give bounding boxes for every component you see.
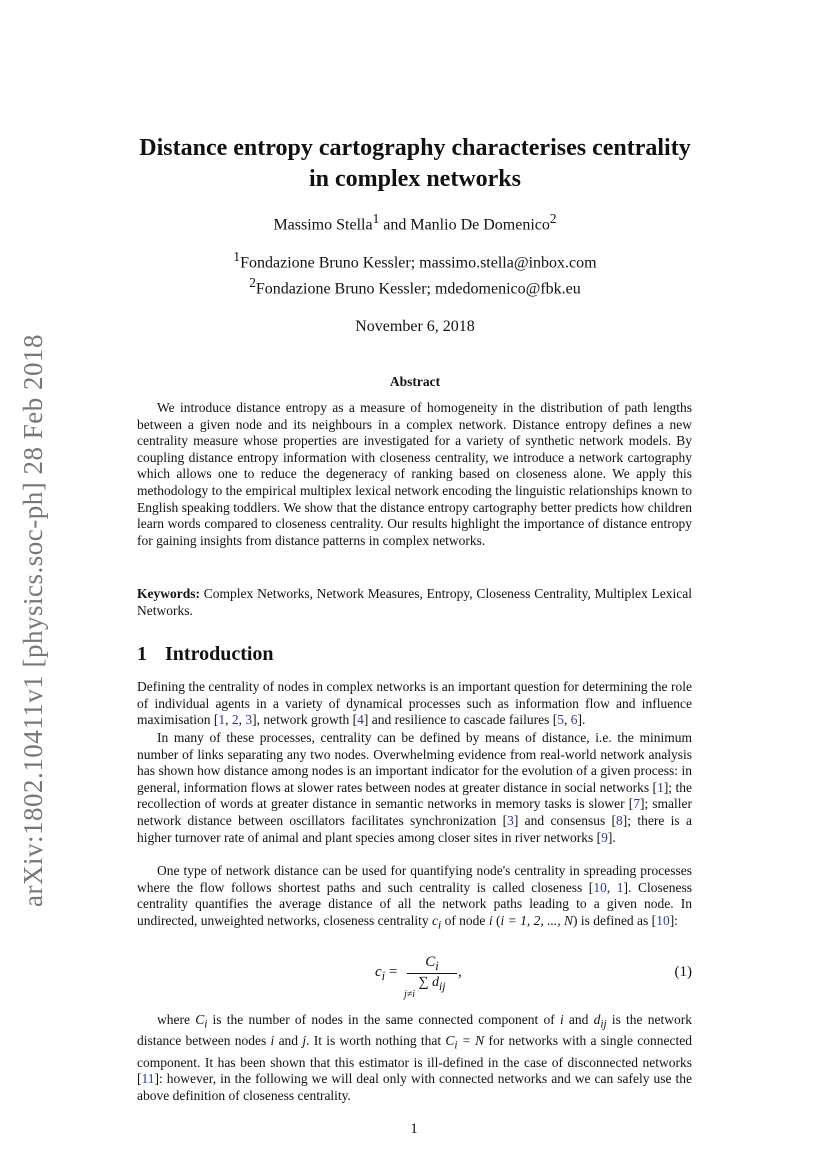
authors: Massimo Stella$^1$ and Manlio De Domenico$^2$ (273, 211, 557, 234)
citation-link[interactable]: 2 (231, 712, 239, 728)
sum-index: j≠i (404, 989, 416, 1000)
affiliation-2: $^2$Fondazione Bruno Kessler; mdedomenico@fbk.eu (249, 275, 581, 298)
citation-link[interactable]: 9 (601, 829, 608, 845)
paper-title (100, 133, 730, 195)
paragraph-1: Defining the centrality of nodes in complex networks is an important question for determining the role of individual agents in a variety of dynamical processes such as information flow and influence maximisation [1, 2, 3], network growth [4] and resilience to cascade failures [5, 6]. (137, 679, 692, 728)
author-1-sup: 1 (372, 211, 380, 226)
keywords-label: Keywords: (137, 586, 200, 601)
citation-link[interactable]: 1 (218, 712, 226, 728)
author-2: Manlio De Domenico (410, 216, 550, 234)
affiliations (100, 247, 730, 300)
arxiv-sidebar (8, 330, 58, 910)
title-line-1: Distance entropy cartography characterises centrality (139, 135, 691, 161)
keywords (137, 586, 692, 619)
citation-link[interactable]: 10 (656, 912, 670, 928)
affiliation-1: $^1$Fondazione Bruno Kessler; massimo.stella@inbox.com (233, 249, 597, 272)
author-1: Massimo Stella (273, 216, 373, 234)
page-number: 1 (410, 1121, 418, 1137)
citation-link[interactable]: 1 (616, 879, 624, 895)
citation-link[interactable]: 6 (570, 712, 578, 728)
citation-link[interactable]: 7 (633, 796, 640, 812)
paper-date: November 6, 2018 (355, 318, 475, 335)
equation-number: (1) (674, 964, 692, 980)
abstract-heading: Abstract (389, 374, 441, 389)
abstract-text: We introduce distance entropy as a measure of homogeneity in the distribution of path lengths between a given node and its neighbours in a complex network. Distance entropy defines a new centrality measure whose properties are investigated for a variety of synthetic network models. By coupling distance entropy information with closeness centrality, we introduce a network cartography which allows one to reduce the degeneracy of ranking based on closeness alone. We apply this methodology to the empirical multiplex lexical network encoding the linguistic relationships known to English speaking toddlers. We show that the distance entropy cartography better predicts how children learn words compared to closeness centrality. Our results highlight the importance of distance entropy for gaining insights from distance patterns in complex networks. (137, 400, 692, 548)
paragraph-2: In many of these processes, centrality can be defined by means of distance, i.e. the minimum number of links separating any two nodes. Overwhelming evidence from real-world network analysis has shown how distance among nodes is an important indicator for the evolution of a given process: in general, information flows at slower rates between nodes at greater distance in social networks [1]; the recollection of words at greater distance in semantic networks in memory tasks is slower [7]; smaller network distance between oscillators facilitates synchronization [3] and consensus [8]; there is a higher turnover rate of animal and plant species among closer sites in river networks [9]. (137, 730, 692, 845)
section-heading (137, 643, 274, 666)
paragraph-3: One type of network distance can be used for quantifying node's centrality in spreading processes where the flow follows shortest paths and such centrality is called closeness [10, 1]. Closeness centrality quantifies the average distance of all the network paths leading to a given node. In undirected, unweighted networks, closeness centrality $c_i$ of node i (i = 1, 2, ..., N) is defined as [10]: (137, 863, 693, 932)
citation-link[interactable]: 5 (557, 712, 565, 728)
citation-link[interactable]: 11 (141, 1071, 155, 1087)
equation-lhs: $c_i$ = (375, 964, 398, 983)
keywords-text: Complex Networks, Network Measures, Entropy, Closeness Centrality, Multiplex Lexical Networks. (137, 586, 693, 618)
citation-link[interactable]: 10 (593, 879, 607, 895)
arxiv-identifier: arXiv:1802.10411v1 [physics.soc-ph] 28 Feb 2018 (17, 333, 48, 907)
section-number: 1 (137, 643, 147, 665)
section-title: Introduction (165, 643, 274, 665)
citation-link[interactable]: 4 (357, 712, 364, 728)
paragraph-4: where $C_i$ is the number of nodes in the same connected component of i and $d_{ij}$ is the network distance between nodes i and j. It is worth nothing that $C_i = N$ for networks with a single connected component. It has been shown that this estimator is ill-defined in the case of disconnected networks [11]: however, in the following we will deal only with connected networks and we can safely use the above definition of closeness centrality. (137, 1012, 693, 1103)
citation-link[interactable]: 3 (245, 712, 253, 728)
citation-link[interactable]: 3 (507, 812, 514, 828)
citation-link[interactable]: 1 (657, 779, 664, 795)
title-line-2: in complex networks (309, 166, 521, 192)
equation-1: $c_i$ = $C_i$ ∑ $d_{ij}$ j≠i , (1) (375, 954, 692, 1000)
author-2-sup: 2 (549, 211, 557, 226)
equation-fraction: $C_i$ ∑ $d_{ij}$ (407, 954, 457, 993)
citation-link[interactable]: 8 (616, 812, 623, 828)
